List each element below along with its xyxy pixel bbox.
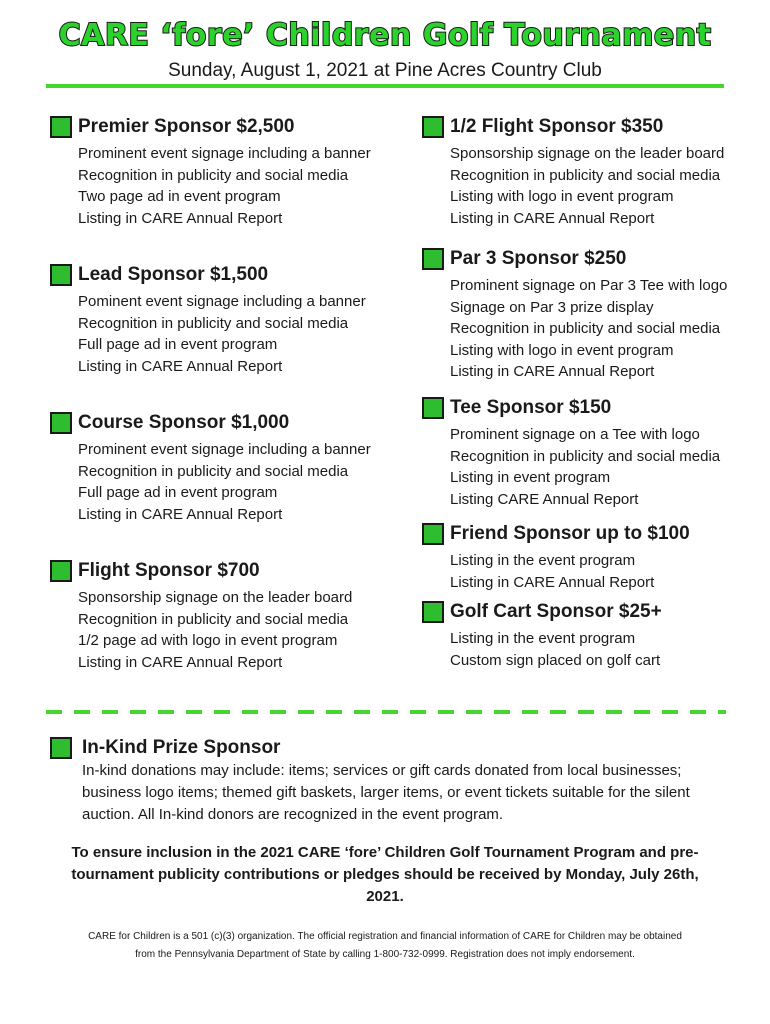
checkbox-par-3-sponsor[interactable] [422,248,444,270]
benefit-line: Two page ad in event program [78,188,281,206]
sponsor-title: Premier Sponsor $2,500 [78,116,295,137]
sponsor-friend [422,520,690,593]
benefit-line: Listing with logo in event program [450,341,674,359]
benefit-line: Listing in CARE Annual Report [78,505,283,523]
benefit-line: Listing in CARE Annual Report [450,209,655,227]
benefit-line: Listing in CARE Annual Report [78,653,283,671]
benefit-line: Listing in CARE Annual Report [78,357,283,375]
sponsor-title: Par 3 Sponsor $250 [450,248,627,269]
benefit-line: Prominent event signage including a banner [78,145,371,162]
benefit-line: Full page ad in event program [78,336,278,354]
sponsor-golf-cart [422,598,662,671]
section-divider [46,710,726,714]
sponsor-tee [422,394,720,510]
benefit-line: Listing in the event program [450,630,636,647]
event-date-location: Sunday, August 1, 2021 at Pine Acres Country Club [168,60,602,81]
sponsor-flight [50,557,352,673]
sponsor-title: Flight Sponsor $700 [78,560,260,581]
checkbox-inkind-sponsor[interactable] [50,737,72,759]
sponsor-title: Golf Cart Sponsor $25+ [450,601,662,622]
checkbox-flight-sponsor[interactable] [50,560,72,582]
sponsor-half-flight [422,113,724,229]
checkbox-half-flight-sponsor[interactable] [422,116,444,138]
sponsor-lead [50,261,366,377]
checkbox-tee-sponsor[interactable] [422,397,444,419]
benefit-line: 1/2 page ad with logo in event program [78,632,338,650]
benefit-line: Recognition in publicity and social media [78,166,349,184]
benefit-line: Prominent signage on a Tee with logo [450,426,700,443]
benefit-line: Recognition in publicity and social media [78,462,349,480]
sponsor-title: In-Kind Prize Sponsor [82,737,281,758]
benefit-line: Custom sign placed on golf cart [450,651,661,669]
benefit-line: Listing in CARE Annual Report [78,209,283,227]
checkbox-course-sponsor[interactable] [50,412,72,434]
page-title: CARE ‘fore’ Children Golf Tournament [58,18,712,53]
sponsor-par-3 [422,245,727,383]
benefit-line: Sponsorship signage on the leader board [450,145,725,162]
benefit-line: Recognition in publicity and social media [78,610,349,628]
benefit-line: Recognition in publicity and social media [450,320,721,338]
sponsor-course [50,409,371,525]
sponsor-title: 1/2 Flight Sponsor $350 [450,116,664,137]
benefit-line: Listing in CARE Annual Report [450,573,655,591]
benefit-line: Listing CARE Annual Report [450,490,639,508]
legal-disclaimer: CARE for Children is a 501 (c)(3) organization. The official registration and financial information of CARE for Children may be obtained from the Pennsylvania Department of State by calling 1-800-732-0999. Registration does not imply endorsement. [88,931,682,960]
sponsor-title: Lead Sponsor $1,500 [78,264,269,285]
benefit-line: Recognition in publicity and social media [450,447,721,465]
benefit-line: Signage on Par 3 prize display [450,298,654,316]
benefit-line: Listing with logo in event program [450,188,674,206]
checkbox-golf-cart-sponsor[interactable] [422,601,444,623]
benefit-line: Listing in the event program [450,552,636,569]
benefit-line: Prominent event signage including a banner [78,441,371,458]
inkind-description: In-kind donations may include: items; services or gift cards donated from local businesses; business logo items; themed gift baskets, larger items, or event tickets suitable for the silent auction. All In-kind donors are recognized in the event program. [82,762,690,823]
benefit-line: Pominent event signage including a banner [78,293,366,310]
sponsor-premier [50,113,371,229]
sponsor-title: Friend Sponsor up to $100 [450,523,690,544]
benefit-line: Listing in CARE Annual Report [450,363,655,381]
benefit-line: Sponsorship signage on the leader board [78,589,353,606]
deadline-notice: To ensure inclusion in the 2021 CARE ‘fore’ Children Golf Tournament Program and pre-tournament publicity contributions or pledges should be received by Monday, July 26th, 2021. [71,844,699,905]
sponsor-inkind [50,734,280,762]
sponsor-title: Tee Sponsor $150 [450,397,612,418]
header-divider [46,84,724,88]
benefit-line: Prominent signage on Par 3 Tee with logo [450,277,728,294]
benefit-line: Listing in event program [450,469,611,487]
benefit-line: Recognition in publicity and social media [450,166,721,184]
checkbox-lead-sponsor[interactable] [50,264,72,286]
benefit-line: Recognition in publicity and social media [78,314,349,332]
checkbox-premier-sponsor[interactable] [50,116,72,138]
benefit-line: Full page ad in event program [78,484,278,502]
sponsor-title: Course Sponsor $1,000 [78,412,290,433]
checkbox-friend-sponsor[interactable] [422,523,444,545]
